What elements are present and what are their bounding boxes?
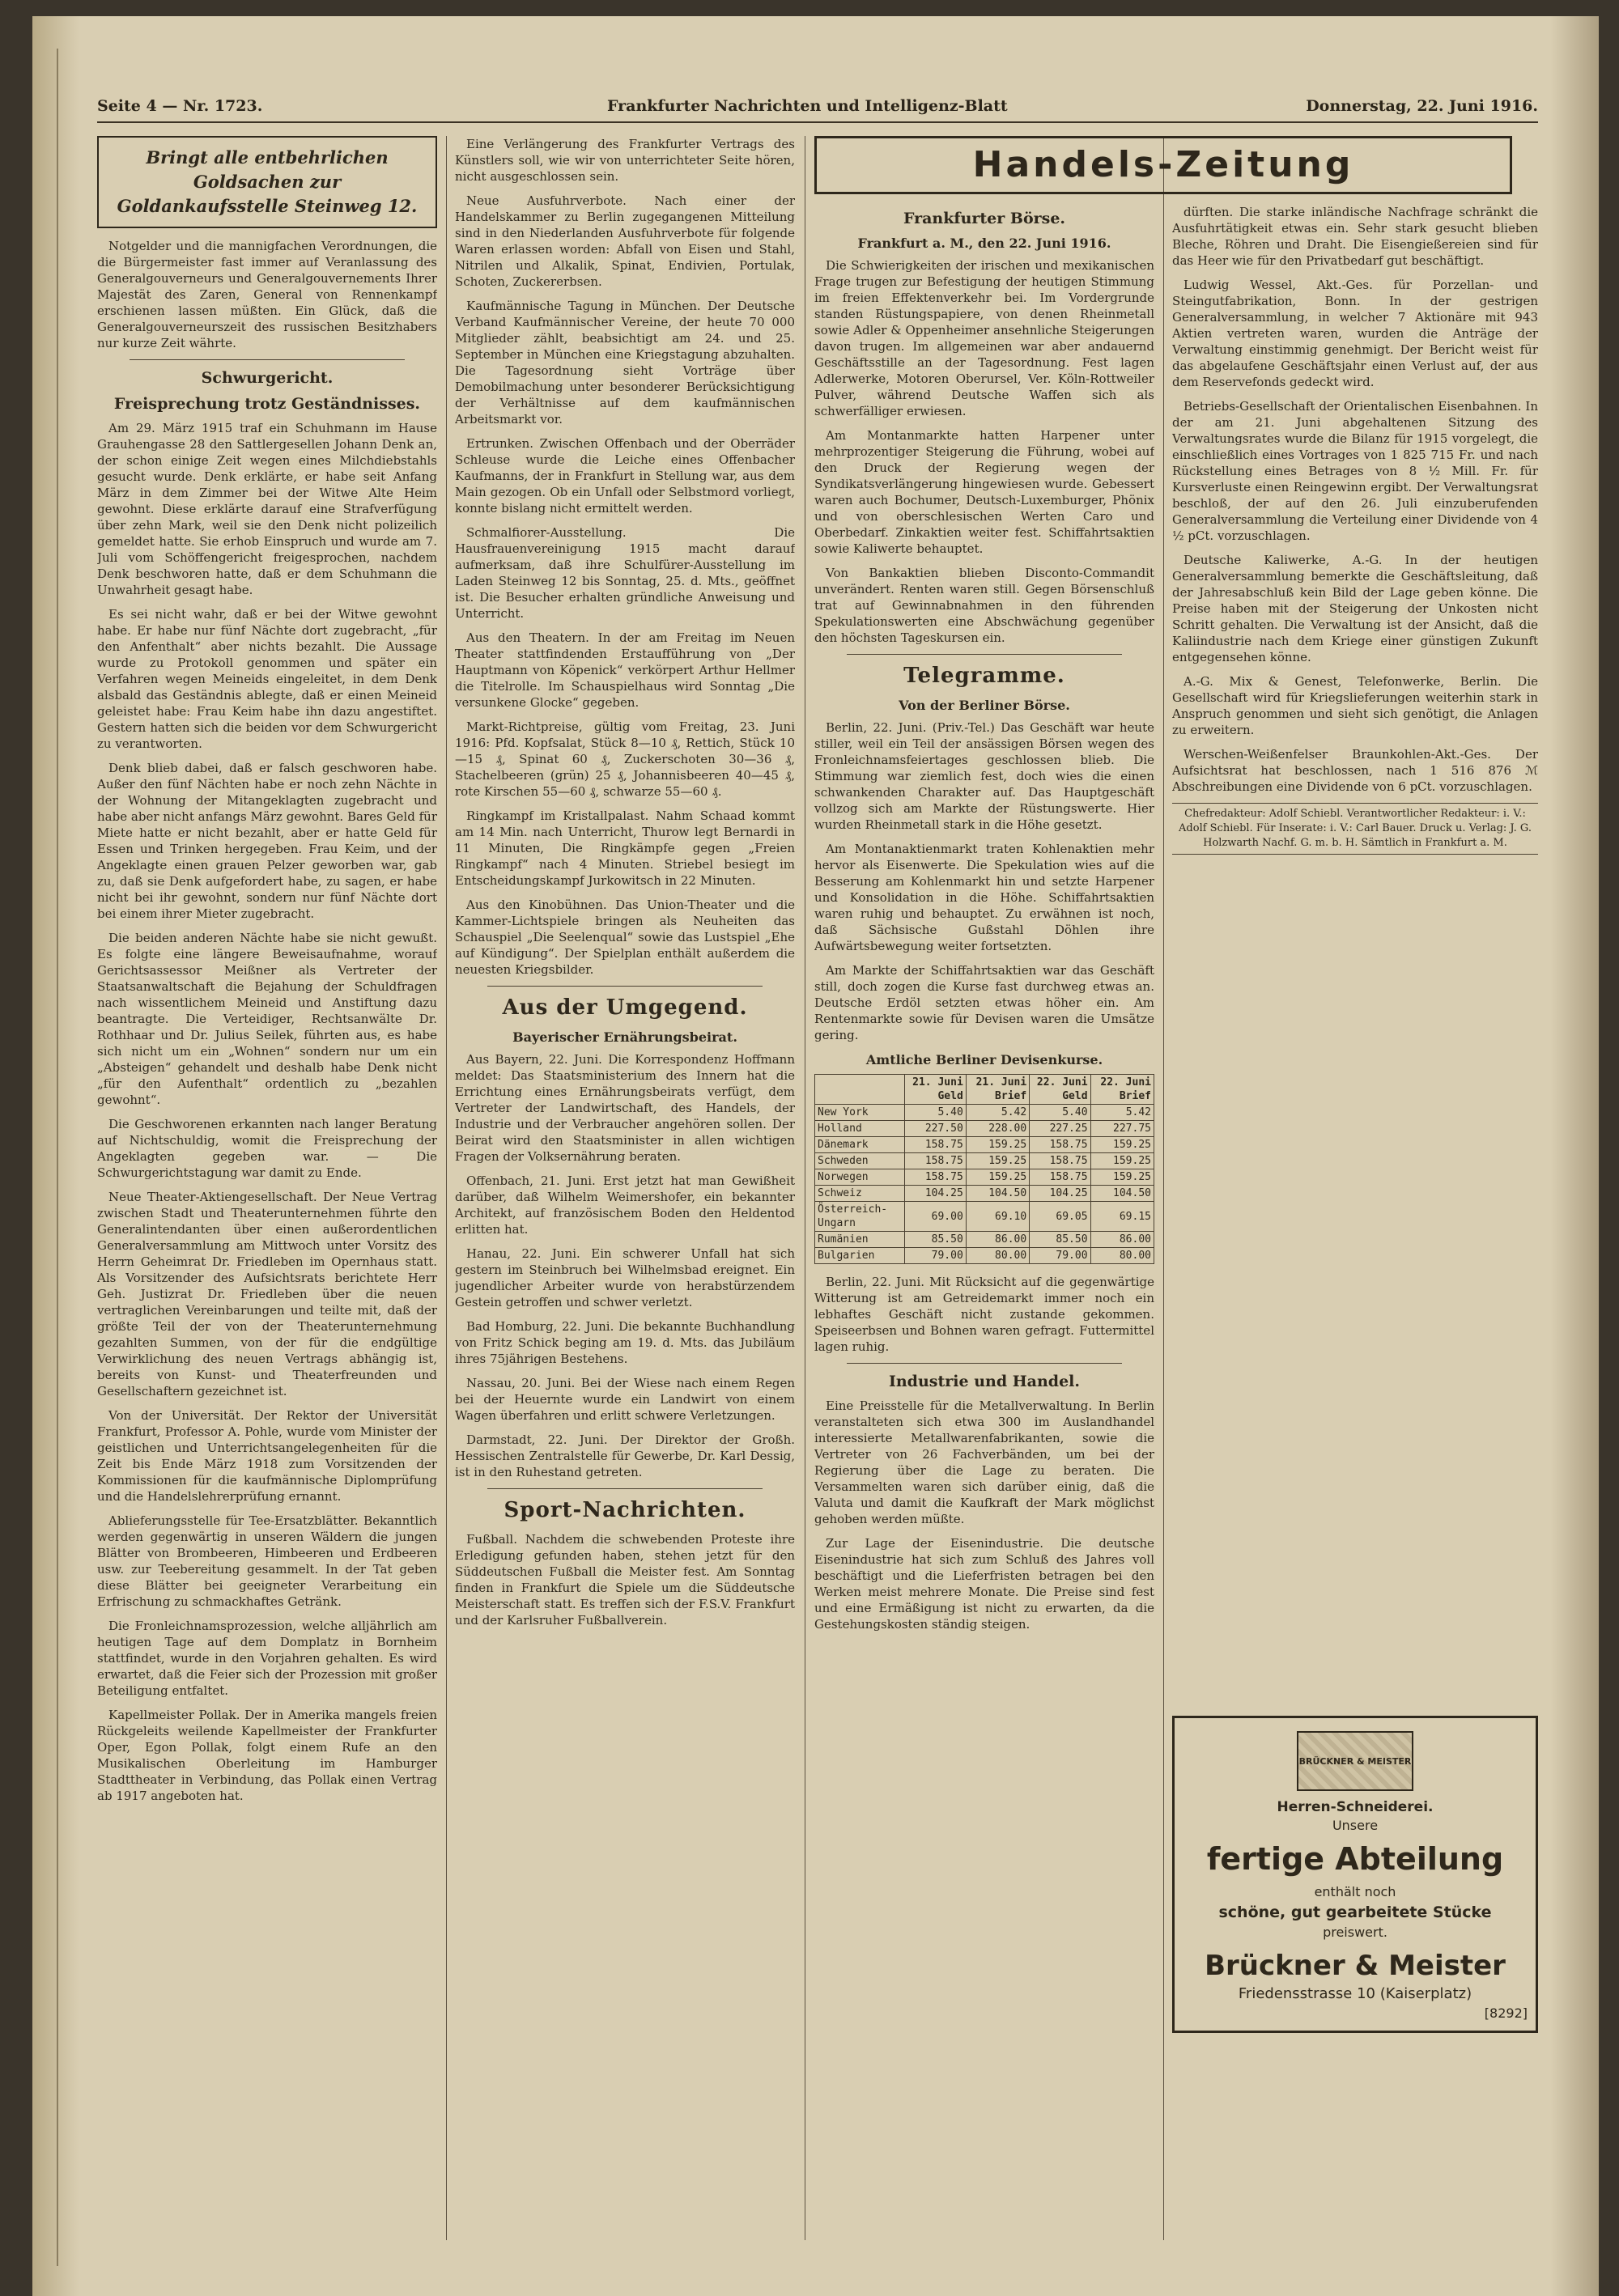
section-heading: Sport-Nachrichten. [504, 1498, 746, 1522]
table-header-row [815, 1075, 1154, 1105]
ad-headline: fertige Abteilung [1206, 1841, 1504, 1877]
table-cell: Österreich-Ungarn [815, 1202, 905, 1232]
handels-zeitung-masthead [814, 136, 1512, 194]
table-cell: Dänemark [815, 1137, 905, 1153]
table-cell: 79.00 [1030, 1248, 1090, 1264]
article-text: Werschen-Weißenfelser Braunkohlen-Akt.-Ges. Der Aufsichtsrat hat beschlossen, nach 1 516 876 ℳ Abschreibungen eine Dividende von 6 pCt. vorzuschlagen. [1172, 747, 1538, 794]
article-text: Neue Ausfuhrverbote. Nach einer der Handelskammer zu Berlin zugegangenen Mitteilung sind in den Niederlanden Ausfuhrverbote für folgende Waren erlassen worden: Abfall von Eisen und Stahl, Nitrilen und Alkalik, Spinat, Endivien, Portulak, Schoten, Zuckererbsen. [455, 193, 795, 289]
table-cell: 5.42 [966, 1105, 1029, 1121]
header-rule [97, 121, 1538, 123]
table-cell: 158.75 [1030, 1153, 1090, 1169]
ad-text: Unsere [1332, 1818, 1379, 1833]
article-headline: Freisprechung trotz Geständnisses. [113, 395, 421, 413]
article-text: Markt-Richtpreise, gültig vom Freitag, 23. Juni 1916: Pfd. Kopfsalat, Stück 8—10 ₰, Rettich, Stück 10—15 ₰, Spinat 60 ₰, Zuckerschoten 30—36 ₰, Stachelbeeren (grün) 25 ₰, Johannisbeeren 40—45 ₰, rote Kirschen 55—60 ₰, schwarze 55—60 ₰. [455, 719, 795, 799]
column-2 [455, 136, 795, 2256]
column-3 [814, 204, 1154, 2256]
article-text: Darmstadt, 22. Juni. Der Direktor der Großh. Hessischen Zentralstelle für Gewerbe, Dr. Karl Dessig, ist in den Ruhestand getreten. [455, 1432, 795, 1479]
imprint-block: Chefredakteur: Adolf Schiebl. Verantwortlicher Redakteur: i. V.: Adolf Schiebl. Für Inserate: i. V.: Carl Bauer. Druck u. Verlag: J. G. Holzwarth Nachf. G. m. b. H. Sämtlich in Frankfurt a. M. [1172, 803, 1538, 855]
table-row [815, 1169, 1154, 1186]
binding-line [57, 49, 58, 2266]
article-text: Kapellmeister Pollak. Der in Amerika mangels freien Rückgeleits weilende Kapellmeister der Frankfurter Oper, Egon Pollak, folgt einem Rufe an den Musikalischen Oberleitung im Hamburger Stadttheater in Verbindung, das Pollak einen Vertrag ab 1917 angeboten hat. [97, 1708, 437, 1803]
article-text: Am 29. März 1915 traf ein Schuhmann im Hause Grauhengasse 28 den Sattlergesellen Johann Denk an, der schon einige Zeit wegen eines Milchdiebstahls gesucht wurde. Denk erklärte, er habe seit Anfang März in dem Zimmer bei der Witwe Alte Heim gewohnt. Diese erklärte darauf eine Strafverfügung über zehn Mark, weil sie den Denk nicht polizeilich gemeldet hatte. Sie erhob Einspruch und wurde am 7. Juli vom Schöffengericht freigesprochen, nachdem Denk beschworen hatte, daß er dem Schuhmann die Unwahrheit gesagt habe. [97, 421, 437, 597]
article-text: Aus den Kinobühnen. Das Union-Theater und die Kammer-Lichtspiele bringen als Neuheiten das Schauspiel „Die Seelenqual“ sowie das Lustspiel „Ehe auf Kündigung“. Der Spielplan enthält außerdem die neuesten Kriegsbilder. [455, 898, 795, 977]
table-cell: 158.75 [905, 1169, 966, 1186]
divider [847, 654, 1122, 655]
divider [847, 1363, 1122, 1364]
tailor-advertisement [1172, 1716, 1538, 2033]
ad-firm-name: Brückner & Meister [1205, 1950, 1506, 1982]
table-title: Amtliche Berliner Devisenkurse. [865, 1052, 1103, 1067]
divider [487, 986, 763, 987]
article-headline: Bayerischer Ernährungsbeirat. [512, 1029, 737, 1045]
article-text: dürften. Die starke inländische Nachfrage schränkt die Ausfuhrtätigkeit etwas ein. Sehr stark gesucht blieben Bleche, Röhren und Draht. Die Eisengießereien sind für das Heer wie für den Privatbedarf gut beschäftigt. [1172, 205, 1538, 268]
article-text: Schmalfiorer-Ausstellung. Die Hausfrauenvereinigung 1915 macht darauf aufmerksam, daß ihre Schulfürer-Ausstellung im Laden Steinweg 12 bis Sonntag, 25. d. Mts., geöffnet ist. Die Besucher erhalten gründliche Anweisung und Unterricht. [455, 525, 795, 621]
table-cell: 227.75 [1090, 1121, 1154, 1137]
article-text: Kaufmännische Tagung in München. Der Deutsche Verband Kaufmännischer Vereine, der heute 70 000 Mitglieder zählt, beabsichtigt am 24. und 25. September in München eine Kriegstagung abzuhalten. Die Tagesordnung sieht Vorträge über Demobilmachung unter besonderer Berücksichtigung der Verhältnisse auf dem kaufmännischen Arbeitsmarkt vor. [455, 299, 795, 427]
table-cell: 104.25 [905, 1186, 966, 1202]
table-cell: 85.50 [1030, 1232, 1090, 1248]
table-cell: Schweiz [815, 1186, 905, 1202]
table-row [815, 1105, 1154, 1121]
table-cell: 227.50 [905, 1121, 966, 1137]
article-text: Bad Homburg, 22. Juni. Die bekannte Buchhandlung von Fritz Schick beging am 19. d. Mts. das Jubiläum ihres 75jährigen Bestehens. [455, 1319, 795, 1366]
table-cell: 159.25 [966, 1169, 1029, 1186]
table-cell: Holland [815, 1121, 905, 1137]
table-cell: 5.40 [1030, 1105, 1090, 1121]
table-cell: 158.75 [905, 1153, 966, 1169]
table-header-cell [815, 1075, 905, 1105]
article-text: Neue Theater-Aktiengesellschaft. Der Neue Vertrag zwischen Stadt und Theaterunternehmen führte den Generalintendanten über einen außerordentlichen Generalversammlung am Mittwoch unter Vorsitz des Herrn Geheimrat Dr. Friedleben im Opernhaus statt. Als Vorsitzender des Aufsichtsrats berichtete Herr Geh. Justizrat Dr. Friedleben über die neuen vertraglichen Vereinbarungen und teilte mit, daß der größte Teil der von der Theaterunternehmung gezahlten Summen, von der für die endgültige Verwirklichung des neuen Vertrags abhängig ist, bereits von Kunst- und Theaterfreunden und Gesellschaftern gezeichnet ist. [97, 1190, 437, 1398]
article-text: Die beiden anderen Nächte habe sie nicht gewußt. Es folgte eine längere Beweisaufnahme, worauf Gerichtsassessor Meißner als Vertreter der Staatsanwaltschaft die Bejahung der Schuldfragen nach wissentlichem Meineid und Anstiftung dazu beantragte. Die Verteidiger, Rechtsanwälte Dr. Rothhaar und Dr. Julius Seilek, führten aus, es habe sich nicht um ein „Wohnen“ sondern nur um ein „Absteigen“ gehandelt und deshalb habe Denk nicht „für den Aufenthalt“ ordentlich zu „bezahlen gewohnt“. [97, 931, 437, 1107]
currency-rate-table [814, 1074, 1154, 1264]
section-heading: Telegramme. [903, 664, 1065, 688]
handels-masthead-wrap [814, 136, 1512, 202]
gold-collection-notice: Bringt alle entbehrlichen Goldsachen zur Goldankaufsstelle Steinweg 12. [97, 136, 437, 228]
article-text: Am Markte der Schiffahrtsaktien war das Geschäft still, doch zogen die Kurse fast durchweg etwas an. Deutsche Erdöl setzten etwas höher ein. Am Rentenmarkte sowie für Devisen waren die Umsätze gering. [814, 963, 1154, 1042]
article-text: A.-G. Mix & Genest, Telefonwerke, Berlin. Die Gesellschaft wird für Kriegslieferungen weiterhin stark in Anspruch genommen und sieht sich genötigt, die Anlagen zu erweitern. [1172, 674, 1538, 737]
table-cell: 80.00 [966, 1248, 1029, 1264]
table-cell: 86.00 [966, 1232, 1029, 1248]
article-text: Es sei nicht wahr, daß er bei der Witwe gewohnt habe. Er habe nur fünf Nächte dort zugebracht, „für den Anfenthalt“ aber nichts bezahlt. Die Aussage wurde zu Protokoll genommen und später ein Verfahren wegen Meineids eingeleitet, in dem Denk alsbald das Geständnis ablegte, daß er einen Meineid geleistet habe: Frau Keim habe ihn dazu angestiftet. Gestern hatten sich die beiden vor dem Schwurgericht zu verantworten. [97, 607, 437, 751]
article-text: Ludwig Wessel, Akt.-Ges. für Porzellan- und Steingutfabrikation, Bonn. In der gestrigen Generalversammlung, in welcher 7 Aktionäre mit 943 Aktien vertreten waren, wurden die Anträge der Verwaltung einstimmig genehmigt. Der Bericht weist für das abgelaufene Geschäftsjahr einen Verlust auf, der aus dem Reservefonds gedeckt wird. [1172, 278, 1538, 389]
article-text: Nassau, 20. Juni. Bei der Wiese nach einem Regen bei der Heuernte wurde ein Landwirt von einem Wagen überfahren und erlitt schwere Verletzungen. [455, 1376, 795, 1423]
article-text: Eine Preisstelle für die Metallverwaltung. In Berlin veranstalteten sich etwa 300 im Auslandhandel interessierte Metallwarenfabrikanten, sowie die Vertreter von 26 Fachverbänden, um bei der Regierung über die Lage zu beraten. Die Versammelten waren sich darüber einig, daß die Valuta und damit die Kaufkraft der Mark möglichst gehoben werden müßte. [814, 1398, 1154, 1526]
ad-address: Friedensstrasse 10 (Kaiserplatz) [1238, 1985, 1472, 2002]
section-heading: Schwurgericht. [201, 369, 334, 387]
table-cell: 159.25 [1090, 1153, 1154, 1169]
table-row [815, 1153, 1154, 1169]
article-text: Die Geschworenen erkannten nach langer Beratung auf Nichtschuldig, womit die Freisprechung der Angeklagten gegeben war. — Die Schwurgerichtstagung war damit zu Ende. [97, 1117, 437, 1180]
table-header-cell: 22. Juni Geld [1030, 1075, 1090, 1105]
article-text: Deutsche Kaliwerke, A.-G. In der heutigen Generalversammlung bemerkte die Geschäftsleitung, daß der Jahresabschluß kein Bild der Lage geben könne. Die Preise haben mit der Steigerung der Unkosten nicht Schritt gehalten. Die Verwaltung ist der Ansicht, daß die Kaliindustrie nach dem Kriege einer günstigen Zukunft entgegensehen könne. [1172, 553, 1538, 664]
table-row [815, 1121, 1154, 1137]
article-text: Zur Lage der Eisenindustrie. Die deutsche Eisenindustrie hat sich zum Schluß des Jahres voll beschäftigt und die Lieferfristen betragen bei den Werken meist mehrere Monate. Die Preise sind fest und eine Ermäßigung ist nicht zu erwarten, da die Gestehungskosten ständig steigen. [814, 1536, 1154, 1632]
page-header [97, 97, 1538, 118]
column-rule-3 [1163, 136, 1164, 2240]
table-cell: 158.75 [1030, 1137, 1090, 1153]
column-rule-1 [446, 136, 447, 2240]
table-cell: 69.15 [1090, 1202, 1154, 1232]
advertisement-column [1172, 1708, 1538, 2169]
section-masthead-title: Handels-Zeitung [972, 144, 1354, 185]
article-text: Die Fronleichnamsprozession, welche alljährlich am heutigen Tage auf dem Domplatz in Bornheim stattfindet, wurde in den Vorjahren gehalten. Es wird erwartet, daß die Feier sich der Prozession mit großer Beteiligung entfaltet. [97, 1619, 437, 1698]
table-cell: 158.75 [905, 1137, 966, 1153]
divider [487, 1488, 763, 1489]
table-cell: 159.25 [1090, 1169, 1154, 1186]
article-text: Die Schwierigkeiten der irischen und mexikanischen Frage trugen zur Befestigung der heutigen Stimmung im freien Effektenverkehr bei. Im Vordergrunde standen Rüstungspapiere, von denen Rheinmetall sowie Adler & Oppenheimer ansehnliche Steigerungen davon trugen. Im allgemeinen war aber andauernd Geschäftsstille an der Tagesordnung. Fest lagen Adlerwerke, Motoren Oberursel, Ver. Köln-Rottweiler Pulver, während Deutsche Waffen sich als schwerfälliger erwiesen. [814, 258, 1154, 418]
dateline: Frankfurt a. M., den 22. Juni 1916. [857, 236, 1111, 251]
table-cell: 5.40 [905, 1105, 966, 1121]
article-text: Von Bankaktien blieben Disconto-Commandit unverändert. Renten waren still. Gegen Börsenschluß trat auf Gewinnabnahmen in den führenden Spekulationswerten eine Abschwächung gegenüber den höchsten Tageskursen ein. [814, 566, 1154, 645]
article-text: Hanau, 22. Juni. Ein schwerer Unfall hat sich gestern im Steinbruch bei Wilhelmsbad ereignet. Ein jugendlicher Arbeiter wurde von herabstürzendem Gestein getroffen und schwer verletzt. [455, 1246, 795, 1309]
table-header-cell: 21. Juni Geld [905, 1075, 966, 1105]
table-row [815, 1232, 1154, 1248]
article-text: Am Montanmarkte hatten Harpener unter mehrprozentiger Steigerung die Führung, wobei auf den Druck der Regierung wegen der Syndikatsverlängerung hingewiesen wurde. Gebessert waren auch Bochumer, Deutsch-Luxemburger, Phönix und von oberschlesischen Werten Caro und Oberbedarf. Zinkaktien weiter fest. Schiffahrtsaktien sowie Kaliwerte behauptet. [814, 428, 1154, 556]
header-date: Donnerstag, 22. Juni 1916. [1306, 97, 1538, 115]
table-row [815, 1202, 1154, 1232]
section-heading: Aus der Umgegend. [502, 995, 748, 1020]
table-row [815, 1186, 1154, 1202]
table-cell: 5.42 [1090, 1105, 1154, 1121]
column-4 [1172, 204, 1538, 1693]
table-cell: 104.25 [1030, 1186, 1090, 1202]
table-cell: 85.50 [905, 1232, 966, 1248]
table-body [815, 1105, 1154, 1264]
article-text: Ablieferungsstelle für Tee-Ersatzblätter. Bekanntlich werden gegenwärtig in unseren Wäldern die jungen Blätter von Brombeeren, Himbeeren und Erdbeeren usw. zur Teebereitung gesammelt. In der Tat geben diese Blätter bei geeigneter Verarbeitung ein Erfrischung zu schmackhaftes Getränk. [97, 1513, 437, 1609]
table-cell: 80.00 [1090, 1248, 1154, 1264]
article-text: Offenbach, 21. Juni. Erst jetzt hat man Gewißheit darüber, daß Wilhelm Weimershofer, ein bekannter Architekt, auf französischem Boden den Heldentod erlitten hat. [455, 1173, 795, 1237]
table-cell: 79.00 [905, 1248, 966, 1264]
table-cell: 69.00 [905, 1202, 966, 1232]
table-row [815, 1248, 1154, 1264]
table-cell: Bulgarien [815, 1248, 905, 1264]
table-cell: 69.05 [1030, 1202, 1090, 1232]
article-text: Fußball. Nachdem die schwebenden Proteste ihre Erledigung gefunden haben, stehen jetzt für den Süddeutschen Fußball die Meister fest. Am Sonntag finden in Frankfurt die Spiele um die Süddeutsche Meisterschaft statt. Es treffen sich der F.S.V. Frankfurt und der Karlsruher Fußballverein. [455, 1532, 795, 1628]
article-headline: Von der Berliner Börse. [899, 698, 1070, 713]
table-cell: 159.25 [966, 1137, 1029, 1153]
table-cell: 228.00 [966, 1121, 1029, 1137]
ad-code: [8292] [1484, 2005, 1528, 2021]
table-cell: 69.10 [966, 1202, 1029, 1232]
newspaper-page [32, 16, 1599, 2296]
column-1 [97, 136, 437, 2256]
ad-text: enthält noch [1314, 1884, 1396, 1899]
table-cell: 104.50 [1090, 1186, 1154, 1202]
table-cell: Norwegen [815, 1169, 905, 1186]
table-cell: 158.75 [1030, 1169, 1090, 1186]
ad-business-type: Herren-Schneiderei. [1277, 1799, 1434, 1815]
article-text: Notgelder und die mannigfachen Verordnungen, die die Bürgermeister fast immer auf Veranlassung des Generalgouverneurs und Generalgouvernements Ihrer Majestät des Zaren, General von Rennenkampf erschienen lassen müßten. Ein Glück, daß die Generalgouverneurszeit des russischen Besitzhabers nur kurze Zeit währte. [97, 239, 437, 350]
ad-text: preiswert. [1323, 1925, 1387, 1940]
table-cell: 86.00 [1090, 1232, 1154, 1248]
table-header-cell: 22. Juni Brief [1090, 1075, 1154, 1105]
article-text: Am Montanaktienmarkt traten Kohlenaktien mehr hervor als Eisenwerte. Die Spekulation wies auf die Besserung am Kohlenmarkt hin und setzte Harpener und Konsolidation in die Höhe. Schiffahrtsaktien waren ruhig und behauptet. Zu erwähnen ist noch, daß Sächsische Gußstahl Döhlen ihre Aufwärtsbewegung weiter fortsetzten. [814, 842, 1154, 953]
table-cell: Rumänien [815, 1232, 905, 1248]
section-heading: Industrie und Handel. [888, 1373, 1080, 1390]
table-row [815, 1137, 1154, 1153]
table-cell: 227.25 [1030, 1121, 1090, 1137]
brand-logo: BRÜCKNER & MEISTER [1297, 1731, 1413, 1791]
table-header-cell: 21. Juni Brief [966, 1075, 1029, 1105]
header-newspaper-name: Frankfurter Nachrichten und Intelligenz-Blatt [607, 97, 1008, 115]
article-text: Aus den Theatern. In der am Freitag im Neuen Theater stattfindenden Erstaufführung von „Der Hauptmann von Köpenick“ verkörpert Arthur Hellmer die Titelrolle. Im Schauspielhaus wird Sonntag „Die versunkene Glocke“ gegeben. [455, 630, 795, 710]
page-edge-shadow [1550, 16, 1599, 2296]
article-text: Berlin, 22. Juni. Mit Rücksicht auf die gegenwärtige Witterung ist am Getreidemarkt immer noch ein lebhaftes Geschäft nicht zustande gekommen. Speiseerbsen und Bohnen waren gefragt. Futtermittel lagen ruhig. [814, 1275, 1154, 1354]
binding-spine [32, 16, 79, 2296]
article-text: Denk blieb dabei, daß er falsch geschworen habe. Außer den fünf Nächten habe er noch zehn Nächte in der Wohnung der Mitangeklagten zugebracht und habe aber nicht anfangs März gewohnt. Bares Geld für Miete hatte er nicht bezahlt, aber er hatte Geld für Essen und Trinken hergegeben. Frau Keim, und der Angeklagte einen grauen Pelzer geworben war, gab zu, daß sie Denk aufgefordert habe, zu sagen, er habe nicht bei ihr gewohnt, sondern nur fünf Nächte dort bei einem ihrer Mieter zugebracht. [97, 761, 437, 921]
header-page-number: Seite 4 — Nr. 1723. [97, 97, 263, 115]
ad-text: schöne, gut gearbeitete Stücke [1218, 1903, 1492, 1921]
article-text: Eine Verlängerung des Frankfurter Vertrags des Künstlers soll, wie wir von unterrichteter Seite hören, nicht ausgeschlossen sein. [455, 137, 795, 184]
table-cell: 159.25 [966, 1153, 1029, 1169]
article-text: Berlin, 22. Juni. (Priv.-Tel.) Das Geschäft war heute stiller, weil ein Teil der ansässigen Börsen wegen des Fronleichnamsfeiertages geschlossen blieb. Die Stimmung war ziemlich fest, doch wies die einen schwankenden Charakter auf. Das Hauptgeschäft vollzog sich am Markte der Rüstungswerte. Hier wurden Rheinmetall stark in die Höhe gesetzt. [814, 720, 1154, 832]
article-text: Aus Bayern, 22. Juni. Die Korrespondenz Hoffmann meldet: Das Staatsministerium des Innern hat die Errichtung eines Ernährungsbeirats verfügt, dem Vertreter der Landwirtschaft, des Handels, der Industrie und der Verbraucher angehören sollen. Der Beirat wird den Staatsminister in allen wichtigen Fragen der Volksernährung beraten. [455, 1052, 795, 1164]
section-heading: Frankfurter Börse. [903, 210, 1066, 227]
table-cell: 159.25 [1090, 1137, 1154, 1153]
article-text: Ringkampf im Kristallpalast. Nahm Schaad kommt am 14 Min. nach Unterricht, Thurow legt Bernardi in 11 Minuten, Die Ringkämpfe gegen „Freien Ringkampf“ nach 4 Minuten. Striebel besiegt im Entscheidungskampf Jurkowitsch in 22 Minuten. [455, 808, 795, 888]
table-cell: Schweden [815, 1153, 905, 1169]
article-text: Von der Universität. Der Rektor der Universität Frankfurt, Professor A. Pohle, wurde vom Minister der geistlichen und Unterrichtsangelegenheiten für die Zeit bis Ende März 1918 zum Vorsitzenden der Kommissionen für die kaufmännische Diplomprüfung und die Handelslehrerprüfung ernannt. [97, 1408, 437, 1504]
article-text: Betriebs-Gesellschaft der Orientalischen Eisenbahnen. In der am 21. Juni abgehaltenen Sitzung des Verwaltungsrates wurde die Bilanz für 1915 vorgelegt, die einschließlich eines Vortrages von 1 825 715 Fr. und nach Rückstellung eines Betrages von 8 ½ Mill. Fr. für Kursverluste einen Reingewinn ergibt. Der Verwaltungsrat beschloß, der auf den 26. Juli einzuberufenden Generalversammlung die Verteilung einer Dividende von 4 ½ pCt. vorzuschlagen. [1172, 399, 1538, 543]
table-cell: 104.50 [966, 1186, 1029, 1202]
table-cell: New York [815, 1105, 905, 1121]
divider [130, 359, 405, 360]
article-text: Ertrunken. Zwischen Offenbach und der Oberräder Schleuse wurde die Leiche eines Offenbacher Kaufmanns, der in Frankfurt in Stellung war, aus dem Main gezogen. Ob ein Unfall oder Selbstmord vorliegt, konnte bislang nicht ermittelt werden. [455, 436, 795, 516]
